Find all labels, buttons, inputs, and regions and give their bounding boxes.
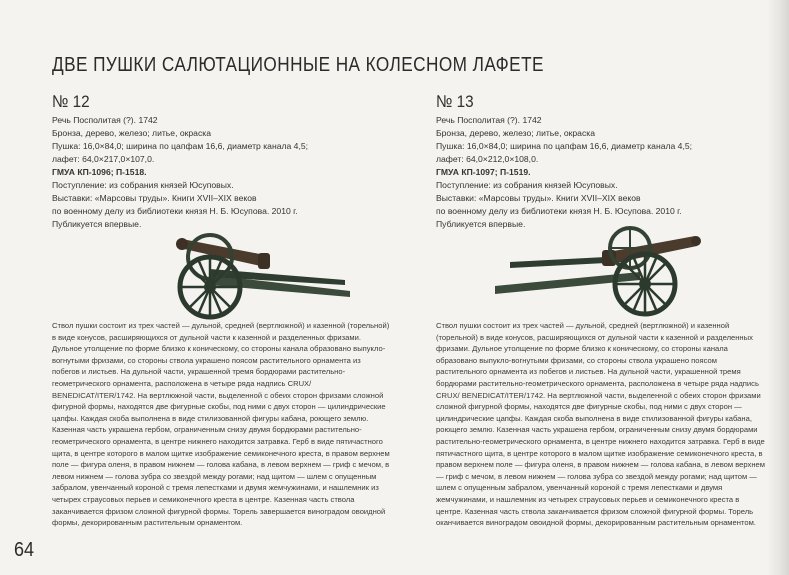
entry-exhibitions: Выставки: «Марсовы труды». Книги XVII–XIX веков (436, 193, 641, 203)
entry-material: Бронза, дерево, железо; литье, окраска (52, 128, 211, 138)
entry-12-info (52, 92, 382, 231)
entry-exhibitions-cont: по военному делу из библиотеки князя Н. Б. Юсупова. 2010 г. (436, 206, 682, 216)
cannon-12-description: Ствол пушки состоит из трех частей — дульной, средней (вертлюжной) и казенной (торельной) в виде конусов, расширяющихся от дульной части к казенной и разделенных фризами. Дульное утолщение по форме близко к коническому, со стороны канала образовано выпукло-вогнутыми фризами, со стороны ствола украшено поясом растительного орнамента из побегов и листьев. На дульной части, украшенной тремя бордюрами растительно-геометрического орнамента, расположена в четыре ряда надпись CRUX/ BENEDICAT/ITER/1742. На вертлюжной части, выделенной с обеих сторон фризами сложной фигурной формы, находятся две фигурные скобы, под ними с двух сторон — цилиндрические цапфы. Каждая скоба выполнена в виде стилизованной фигуры кабана, роющего землю. Казенная часть украшена гербом, ограниченным снизу двумя бордюрами растительно-геометрического орнамента, в центре нижнего находится затравка. Герб в виде пятичастного щита, в центре которого в малом щитке изображение семиконечного креста, в правом верхнем поле — фигура оленя, в правом нижнем — голова кабана, в левом верхнем — гриф с мечом, в левом нижнем — голова зубра со звездой между рогами; над щитом — шлем с опущенным забралом, увенчанный короной с тремя лепестками и двумя жемчужинами, и нашлемник из четырех страусовых перьев и семиконечного креста в центре. Казенная часть ствола заканчивается фризом сложной фигурной формы. Торель завершается виноградом овоидной формы, декорированным растительным орнаментом. (52, 321, 390, 528)
entry-13-info (436, 92, 766, 231)
entry-exhibitions-cont: по военному делу из библиотеки князя Н. Б. Юсупова. 2010 г. (52, 206, 298, 216)
cannon-13-description: Ствол пушки состоит из трех частей — дульной, средней (вертлюжной) и казенной (торельной) в виде конусов, расширяющихся от дульной части к казенной и разделенных фризами. Дульное утолщение по форме близко к коническому, со стороны канала образовано выпукло-вогнутыми фризами, со стороны ствола украшено поясом растительного орнамента из побегов и листьев. На дульной части, украшенной тремя бордюрами растительно-геометрического орнамента, расположена в четыре ряда надпись CRUX/ BENEDICAT/ITER/1742. На вертлюжной части, выделенной с обеих сторон фризами сложной фигурной формы, находятся две фигурные скобы, под ними с двух сторон — цилиндрические цапфы. Каждая скоба выполнена в виде стилизованной фигуры кабана, роющего землю. Казенная часть украшена гербом, ограниченным снизу двумя бордюрами растительно-геометрического орнамента, в центре нижнего находится затравка. Герб в виде пятичастного щита, в центре которого в малом щитке изображение семиконечного креста, в правом верхнем поле — фигура оленя, в правом нижнем — голова кабана, в левом верхнем — гриф с мечом, в левом нижнем — голова зубра со звездой между рогами; над щитом — шлем с опущенным забралом, увенчанный короной с тремя лепестками и двумя жемчужинами, и нашлемник из четырех страусовых перьев и семиконечного креста в центре. Казенная часть ствола заканчивается фризом сложной фигурной формы. Торель оканчивается виноградом овоидной формы, декорированным растительным орнаментом. (436, 321, 765, 528)
entry-dimensions-cannon: Пушка: 16,0×84,0; ширина по цапфам 16,6, диаметр канала 4,5; (52, 141, 308, 151)
entry-exhibitions: Выставки: «Марсовы труды». Книги XVII–XIX веков (52, 193, 257, 203)
cannon-13-image (490, 222, 710, 317)
entry-publication: Публикуется впервые. (52, 219, 142, 229)
entry-inventory: ГМУА КП-1097; П-1519. (436, 167, 531, 177)
entry-publication: Публикуется впервые. (436, 219, 526, 229)
page-number: 64 (14, 539, 35, 561)
entry-material: Бронза, дерево, железо; литье, окраска (436, 128, 595, 138)
page-spine-shadow (767, 0, 789, 575)
entry-dimensions-carriage: лафет: 64,0×217,0×107,0. (52, 154, 155, 164)
entry-number: № 13 (436, 92, 474, 111)
entry-provenance: Поступление: из собрания князей Юсуповых. (436, 180, 618, 190)
entry-origin: Речь Посполитая (?). 1742 (436, 115, 542, 125)
entry-number: № 12 (52, 92, 90, 111)
cannon-12-image (170, 225, 360, 320)
page-title: ДВЕ ПУШКИ САЛЮТАЦИОННЫЕ НА КОЛЕСНОМ ЛАФЕТЕ (52, 54, 544, 76)
entry-provenance: Поступление: из собрания князей Юсуповых. (52, 180, 234, 190)
entry-dimensions-cannon: Пушка: 16,0×84,0; ширина по цапфам 16,6, диаметр канала 4,5; (436, 141, 692, 151)
entry-origin: Речь Посполитая (?). 1742 (52, 115, 158, 125)
entry-dimensions-carriage: лафет: 64,0×212,0×108,0. (436, 154, 539, 164)
entry-inventory: ГМУА КП-1096; П-1518. (52, 167, 147, 177)
